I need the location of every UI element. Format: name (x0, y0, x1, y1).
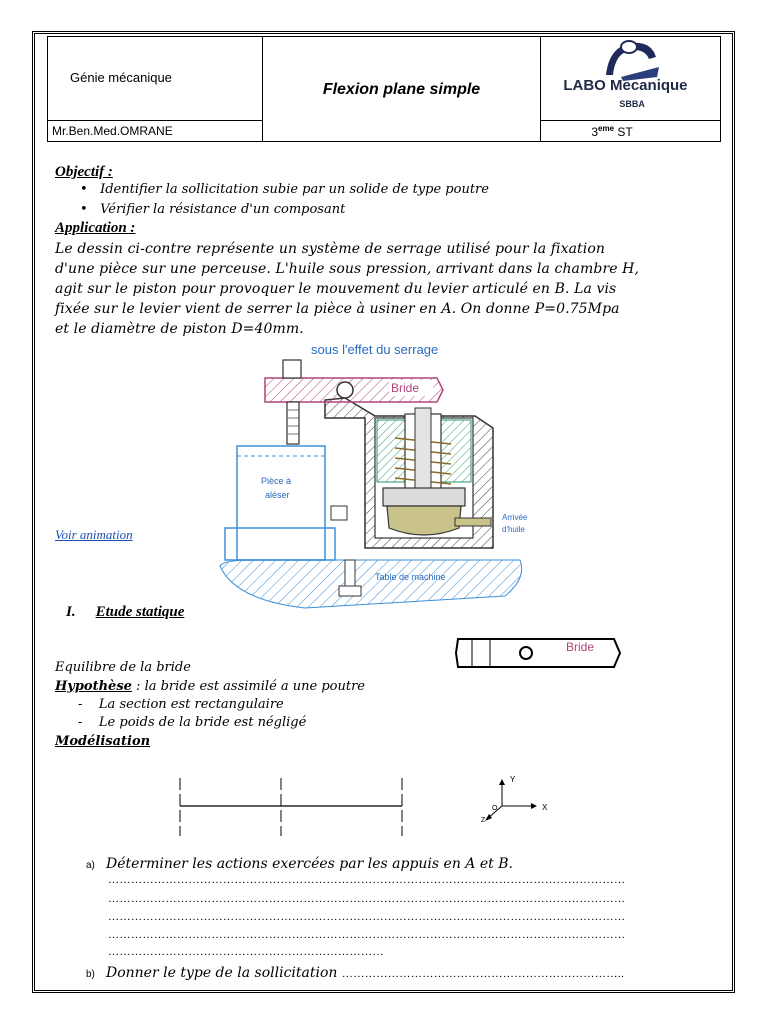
equilibre-text: Equilibre de la bride (55, 660, 191, 675)
figure-caption: sous l'effet du serrage (311, 342, 439, 357)
application-line: agit sur le piston pour provoquer le mouvement du levier articulé en B. La vis (55, 281, 617, 297)
question-text: Donner le type de la sollicitation (106, 965, 342, 981)
lab-logo-icon (601, 37, 661, 81)
title-cell (262, 37, 541, 142)
section-title-text: Etude statique (95, 604, 185, 620)
application-text (55, 239, 735, 339)
beam-model-diagram (170, 776, 410, 838)
application-line: fixée sur le levier vient de serrer la pièce à usiner en A. On donne P=0.75Mpa (55, 301, 620, 317)
hypothese-item-text: Le poids de la bride est négligé (98, 715, 307, 730)
level-suffix: ST (614, 124, 633, 139)
header-table (47, 36, 721, 142)
objectif-item-1: • Identifier la sollicitation subie par un solide de type poutre (80, 182, 489, 197)
bride-small-diagram (452, 636, 624, 670)
axis-x-label: X (542, 803, 548, 812)
axis-z-label: Z (481, 817, 486, 824)
answer-line[interactable]: ……………………………………………………………………………………………………………………… (108, 911, 626, 923)
application-line: d'une pièce sur une perceuse. L'huile sous pression, arrivant dans la chambre H, (55, 261, 640, 277)
axes-icon (478, 774, 558, 826)
logo-subtext: SBBA (619, 99, 645, 109)
objectif-heading: Objectif : (55, 164, 113, 180)
modelisation-heading: Modélisation (55, 734, 151, 749)
subject: Génie mécanique (70, 70, 172, 85)
level-number: 3 (591, 124, 599, 139)
hypothese-item-2: - Le poids de la bride est négligé (78, 715, 307, 730)
table-label: Table de machine (375, 572, 446, 582)
oil-label-2: d'huile (502, 525, 525, 534)
answer-line[interactable]: ……………………………………………………………………………………………………………………… (108, 874, 626, 886)
hypothese-item-text: La section est rectangulaire (98, 697, 284, 712)
application-line: Le dessin ci-contre représente un système de serrage utilisé pour la fixation (55, 241, 605, 257)
level-cell (541, 121, 721, 142)
axis-y-label: Y (510, 775, 516, 784)
question-b (86, 962, 624, 981)
level-sup: eme (598, 123, 615, 133)
hypothese-text: : la bride est assimilé a une poutre (131, 679, 365, 694)
question-label: a) (86, 860, 95, 871)
section-number: I. (66, 604, 76, 620)
bride-label: Bride (391, 381, 420, 395)
logo-cell (541, 37, 721, 121)
clamping-system-drawing (215, 338, 535, 610)
question-label: b) (86, 969, 95, 980)
answer-line[interactable]: ……………………………………………………………………………………………………………………… (108, 893, 626, 905)
section-1-title (66, 604, 184, 621)
answer-line[interactable]: ……………………………………………………………… (108, 946, 384, 958)
logo-text: LABO Mecanique (563, 77, 688, 94)
question-text: Déterminer les actions exercées par les appuis en A et B. (106, 856, 513, 872)
bride-small-label: Bride (566, 640, 595, 654)
piece-label-2: aléser (265, 490, 290, 500)
oil-label-1: Arrivée (502, 513, 528, 522)
objectif-item-2: • Vérifier la résistance d'un composant (80, 202, 346, 217)
hypothese-line (55, 679, 365, 694)
application-heading: Application : (55, 220, 136, 236)
author-cell (48, 121, 263, 142)
doc-title: Flexion plane simple (322, 81, 481, 98)
axis-origin-label: O (492, 805, 498, 812)
hypothese-label: Hypothèse (55, 679, 132, 694)
answer-line[interactable]: ……………………………………………………………………………………………………………………… (108, 929, 626, 941)
animation-link[interactable]: Voir animation (55, 527, 133, 542)
author: Mr.Ben.Med.OMRANE (52, 124, 173, 138)
hypothese-item-1: - La section est rectangulaire (78, 697, 284, 712)
question-a (86, 853, 513, 872)
application-line: et le diamètre de piston D=40mm. (55, 321, 304, 337)
piece-label-1: Pièce à (261, 476, 292, 486)
answer-dots[interactable]: ……………………………………………………………….. (341, 968, 625, 980)
subject-cell (48, 37, 263, 121)
